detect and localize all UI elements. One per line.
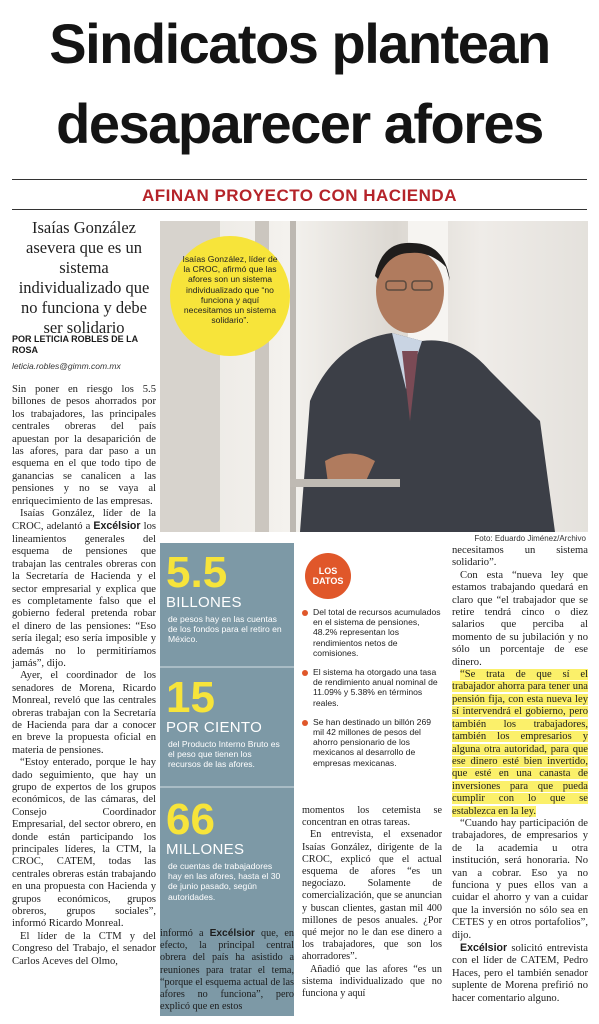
article-column-4 [452, 545, 588, 1005]
top-divider [12, 179, 587, 180]
paragraph: Añadió que las afores “es un sistema individualizado que no funciona y aquí [302, 963, 442, 1000]
paragraph: Excélsior solicitó entrevista con el líder de CATEM, Pedro Haces, pero el también senador suplente de Morena prefirió no hacer comentario alguno. [452, 942, 588, 1004]
article-column-1 [12, 384, 156, 968]
deck: Isaías González asevera que es un sistema individualizado que no funciona y debe ser solidario [18, 218, 150, 337]
datos-item: Del total de recursos acumulados en el sistema de pensiones, 48.2% representan los rendimientos netos de comisiones. [302, 607, 442, 658]
headline-line-1: Sindicatos plantean [49, 12, 550, 75]
byline: POR LETICIA ROBLES DE LA ROSA [12, 334, 138, 355]
author-email[interactable]: leticia.robles@gimm.com.mx [12, 361, 121, 371]
paragraph: Sin poner en riesgo los 5.5 billones de pesos ahorrados por los trabajadores, las principales centrales obreras del país apuestan por la desaparición de las afores, para dar paso a un esquema en el que todo tipo de ganancias se canalicen a las pensiones y no se vaya al enriquecimiento de las empresas. [12, 384, 156, 507]
article-column-2 [160, 928, 294, 1013]
stat-number: 15 [166, 673, 215, 722]
bullet-icon [302, 720, 308, 726]
stat-divider [160, 786, 294, 788]
photo-credit: Foto: Eduardo Jiménez/Archivo [474, 534, 586, 543]
datos-item: Se han destinado un billón 269 mil 42 millones de pesos del ahorro pensionario de los mexicanos al desarrollo de empresas mexicanas. [302, 717, 442, 768]
datos-badge: LOS DATOS [305, 553, 351, 599]
bullet-icon [302, 610, 308, 616]
stat-description: de pesos hay en las cuentas de los fondos para el retiro en México. [168, 614, 282, 645]
datos-item: El sistema ha otorgado una tasa de rendimiento anual nominal de 11.09% y 5.38% en términos reales. [302, 667, 442, 708]
paragraph: momentos los cetemista se concentran en otras tareas. [302, 805, 442, 829]
paragraph: Isaías González, líder de la CROC, adelantó a Excélsior los lineamientos generales del esquema de pensiones que trabajan las centrales obreras con la Secretaría de Hacienda y el sector empresarial y explica que es completamente falso que el gobierno federal pretenda robar el dinero de las pensiones: “Eso sería ilegal; eso sería imposible y además no lo permitiríamos jamás”, dijo. [12, 508, 156, 669]
paragraph: Ayer, el coordinador de los senadores de Morena, Ricardo Monreal, reveló que las centrales obreras trabajan con la Secretaría de Hacienda para dar a conocer en breve la propuesta oficial en materia de pensiones. [12, 670, 156, 756]
masthead-name: Excélsior [93, 520, 141, 533]
bullet-icon [302, 670, 308, 676]
datos-list [302, 607, 442, 777]
kicker: AFINAN PROYECTO CON HACIENDA [142, 186, 457, 205]
stat-por-ciento [160, 673, 294, 770]
article-column-3 [302, 805, 442, 1000]
stat-billones [160, 548, 294, 645]
stat-description: de cuentas de trabajadores hay en las afores, hasta el 30 de junio pasado, según autoridades. [168, 861, 281, 902]
highlighted-quote: “Se trata de que sí el trabajador ahorra para tener una pensión fija, con esta nueva ley sí intervendrá el gobierno, pero también los trabajadores, también los empresarios y alguna otra autoridad, para que ese dinero esté bien invertido, que esté en una canasta de inversiones para que pueda cumplir con lo que se establezca en la ley. [452, 669, 588, 817]
paragraph: informó a Excélsior que, en efecto, la principal central obrera del país ha asistido a reuniones para tratar el tema, “porque el esquema actual de las afores no funciona”, pero explicó que en estos [160, 928, 294, 1013]
stat-description: del Producto Interno Bruto es el peso que tienen los recursos de las afores. [168, 739, 280, 770]
paragraph: “Cuando hay participación de trabajadores, de empresarios y de la academia u otra institución, será honoraria. No van a cobrar. Eso ya no funciona y pues ellos van a cuidar el ahorro y van a cuidar que la inversión no sólo sea en CETES y en otros portafolios”, dijo. [452, 817, 588, 941]
stat-number: 5.5 [166, 548, 228, 597]
stat-number: 66 [166, 795, 215, 844]
kicker-divider [12, 209, 587, 210]
stat-millones [160, 795, 294, 902]
quote-bubble: Isaías González, líder de la CROC, afirmó que las afores son un sistema individualizado que “no funciona y aquí necesitamos un sistema solidario”. [170, 236, 290, 356]
headline-line-2: desaparecer afores [56, 92, 543, 155]
paragraph: “Estoy enterado, porque le hay dado seguimiento, que hay un grupo de expertos de los grupos económicos, de las cámaras, del Consejo Coordinador Empresarial, del sector obrero, en donde están participando los principales líderes, la CTM, la CROC, CATEM, todas las centrales obreras están trabajando en una propuesta con Hacienda y grupos económicos, grupos obreros, grupos sociales”, informó Ricardo Monreal. [12, 757, 156, 930]
masthead-name: Excélsior [209, 928, 255, 939]
stat-label: POR CIENTO [166, 719, 263, 736]
stat-label: MILLONES [166, 841, 245, 858]
paragraph: El líder de la CTM y del Congreso del Trabajo, el senador Carlos Aceves del Olmo, [12, 930, 156, 967]
paragraph: Con esta “nueva ley que estamos trabajando quedará en claro que “el trabajador que se retire tendrá cinco o diez salarios que perciba al momento de su jubilación y no sólo un porcentaje de ese dinero. [452, 569, 588, 668]
paragraph: En entrevista, el exsenador Isaías González, dirigente de la CROC, explicó que el actual esquema de afores “es un negociazo. Solamente de comercialización, que se anuncian y buscan clientes, gastan mil 400 millones de pesos anuales. ¿Por qué mejor no le dan ese dinero a los trabajadores, que son los ahorradores”. [302, 829, 442, 963]
paragraph: necesitamos un sistema solidario”. [452, 545, 588, 569]
stat-label: BILLONES [166, 594, 242, 611]
stat-divider [160, 666, 294, 668]
masthead-name: Excélsior [460, 942, 508, 954]
